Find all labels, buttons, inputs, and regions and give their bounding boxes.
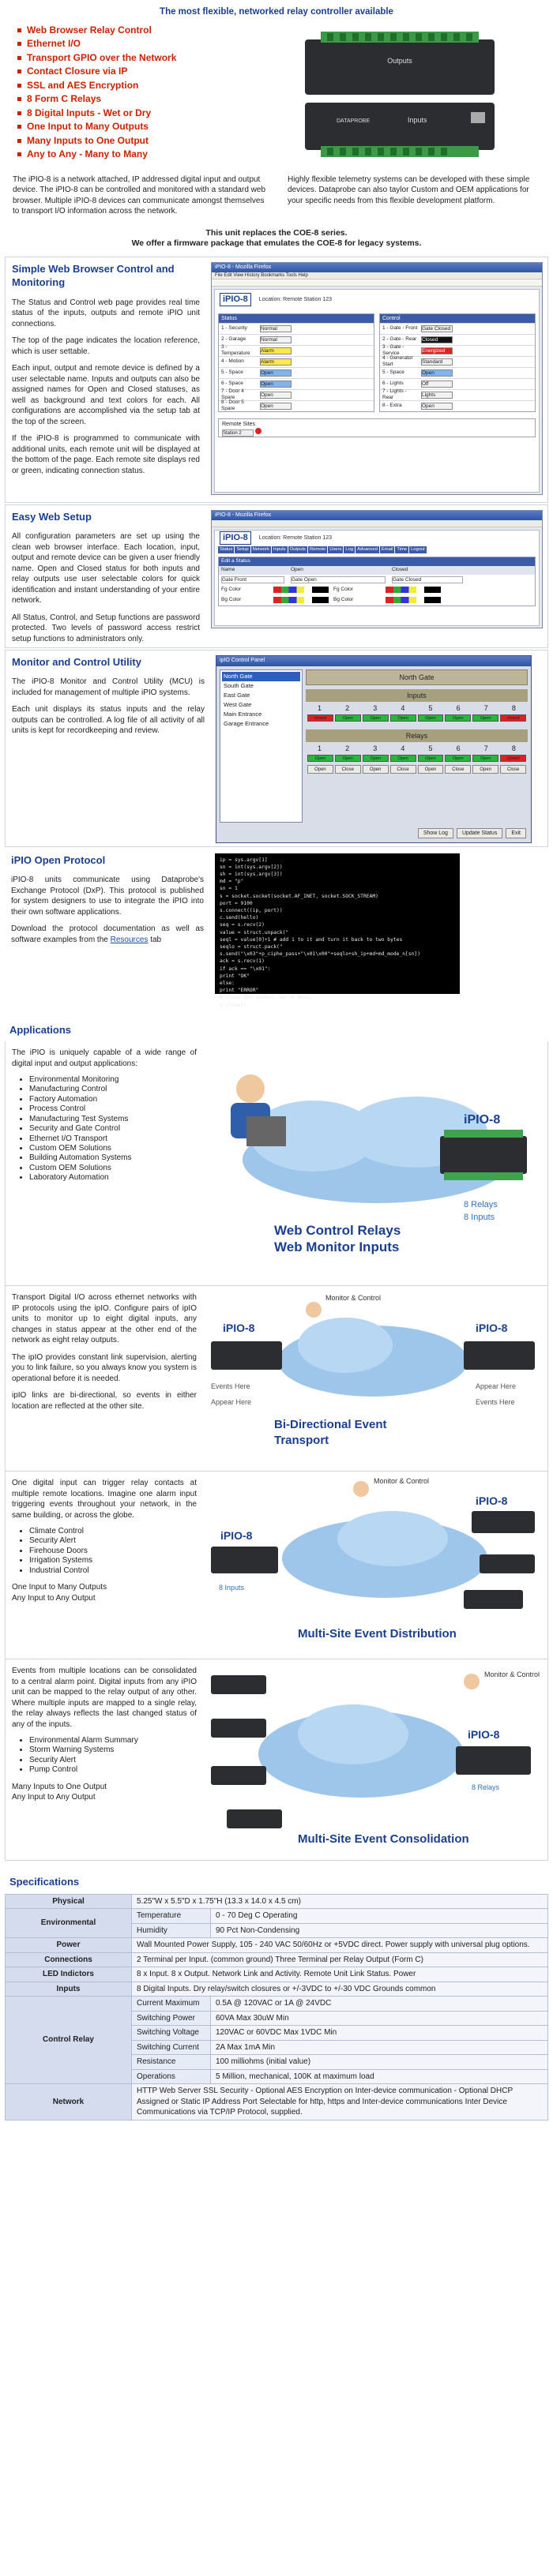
table-row: Network HTTP Web Server SSL Security - Optional AES Encryption on Inter-device communication - Optional DHCP Assigned or Static IP Address Port Selectable for http, https and Inter-device communications Inter Device Communications via TCP/IP Protocol, supplied. [6,2084,548,2120]
application-web-control [5,1041,548,1286]
table-row: Power Wall Mounted Power Supply, 105 - 240 VAC 50/60Hz or +5VDC direct. Power supply with universal plug options. [6,1938,548,1953]
tab-advanced[interactable]: Advanced [356,546,379,554]
code-line: ip = sys.argv[1] [220,857,268,863]
tagline: Any Input to Any Output [12,1793,96,1802]
relay-open-button[interactable]: Open [472,765,498,774]
code-line: s.send("\x03"+p_ciphe_pass+"\x01\x00"+seqlo+sh_ip+md+md_mode_n[sn]) [220,951,421,958]
list-item: • Manufacturing Control [29,1085,197,1094]
list-item: • Manufacturing Test Systems [29,1115,197,1124]
table-row: Switching Voltage 120VAC or 60VDC Max 1VDC Min [6,2026,548,2041]
location-label: Location: Remote Station 123 [258,296,333,302]
table-header: Status [219,314,374,323]
relays-label: 8 Relays [472,1783,500,1792]
relay-open-button[interactable]: Open [363,765,389,774]
menu-bar: File Edit View History Bookmarks Tools Help [212,272,542,279]
list-item: • Security Alert [29,1756,197,1765]
caption: Multi-Site Event Distribution [298,1627,457,1641]
window-title: ipIO Control Panel [216,656,531,666]
device-label: iPIO-8 [476,1322,508,1335]
input-number: 8 [511,703,516,712]
fg-color-label: Fg Color [333,586,353,592]
relay-state: closed [500,755,526,762]
input-state: Open [335,714,361,722]
device-photo [289,24,548,170]
table-row: 8 - Door 5 Spare Open [219,400,374,411]
relay-state: Open [363,755,389,762]
input-number: 2 [345,703,350,712]
paragraph: The iPIO is uniquely capable of a wide range of digital input and output applications: [12,1048,197,1068]
site-list [220,669,303,823]
setup-screenshot [211,510,543,628]
table-row[interactable]: 8 - Extra Open [380,400,535,411]
specifications-table [5,1894,548,2120]
feature-item: Transport GPIO over the Network [27,51,289,66]
list-item[interactable]: East Gate [224,691,250,699]
table-row: Switching Power 60VA Max 30uW Min [6,2011,548,2026]
device-icon [227,1809,282,1828]
input-number: 4 [401,703,405,712]
table-row: Physical 5.25"W x 5.5"D x 1.75"H (13.3 x 14.0 x 4.5 cm) [6,1894,548,1909]
monitor-label: Monitor & Control [374,1477,430,1486]
list-item[interactable]: North Gate [222,672,300,681]
paragraph: Download the protocol documentation as well as software examples from the Resources tab [11,924,204,944]
feature-item: Any to Any - Many to Many [27,148,289,162]
section-title: Monitor and Control Utility [12,655,141,668]
feature-item: Many Inputs to One Output [27,134,289,148]
paragraph: The top of the page indicates the location reference, which is user settable. [12,336,200,356]
fg-color-label: Fg Color [221,586,241,592]
feature-item: Contact Closure via IP [27,65,289,79]
relay-number: 2 [345,744,350,753]
mcu-screenshot [216,655,532,843]
remote-status-icon [255,428,261,434]
bg-color-swatches[interactable] [386,597,441,603]
replace-line: This unit replaces the COE-8 series. [205,227,348,238]
intro [5,170,548,225]
device-label: iPIO-8 [476,1494,508,1508]
section-web-control [5,257,548,503]
input-state: Open [472,714,498,722]
tab-log[interactable]: Log [344,546,355,554]
tab-outputs[interactable]: Outputs [288,546,307,554]
events-label: Events Here [211,1382,250,1391]
device-outputs-label: Outputs [387,56,412,65]
remote-sites-header: Remote Sites [222,421,256,427]
code-line: port = 9100 [220,900,253,906]
list-item: • Ethernet I/O Transport [29,1134,197,1144]
replace-note [5,225,548,255]
code-line: s = socket.socket(socket.AF_INET, socket.SOCK_STREAM) [220,893,378,899]
feature-item: SSL and AES Encryption [27,79,289,93]
input-number: 3 [373,703,378,712]
input-state: Open [363,714,389,722]
section-protocol [5,849,548,1011]
feature-item: Web Browser Relay Control [27,24,289,38]
input-number: 7 [483,703,488,712]
device-icon [472,1511,535,1533]
relay-state: Open [445,755,471,762]
applications-title: Applications [9,1023,72,1036]
relay-number: 4 [401,744,405,753]
intro-right: Highly flexible telemetry systems can be developed with these simple devices. Dataprobe can also taylor Custom and OEM applications for your specific needs from this flexible development platform. [288,174,530,205]
device-label: iPIO-8 [468,1728,500,1742]
caption-line: Bi-Directional Event [274,1418,387,1432]
events-label: Events Here [476,1398,515,1407]
tab-time[interactable]: Time [395,546,408,554]
paragraph: Transport Digital I/O across ethernet networks with IP protocols using the ipIO. Configure pairs of ipIO units to monitor up to eight digital inputs, any changes in status appear at the other end of the network as eight relay outputs. [12,1293,197,1345]
tab-users[interactable]: Users [328,546,343,554]
user-icon [353,1481,369,1497]
device-icon [211,1766,266,1785]
name-input[interactable]: Gate Front [221,576,284,583]
device-inputs-label: Inputs [408,115,427,124]
relay-number: 1 [318,744,322,753]
tab-status[interactable]: Status [218,546,234,554]
user-icon [236,1074,265,1103]
list-item: • Irrigation Systems [29,1556,197,1565]
device-icon [440,1136,527,1174]
input-state: closed [500,714,526,722]
bg-color-label: Bg Color [333,596,354,602]
table-row: Resistance 100 milliohms (initial value) [6,2055,548,2070]
section-mcu [5,650,548,847]
table-row: Environmental Temperature 0 - 70 Deg C Operating [6,1909,548,1924]
show-log-button[interactable]: Show Log [418,828,453,838]
table-row: 6 - Space Open [219,378,374,389]
paragraph: Each input, output and remote device is defined by a user selectable name. Inputs and outputs can also be assigned names for Open and Closed statuses, as well as background and text colors for each. All configurations are accomplished via the setup tab at the top of the screen. [12,364,200,426]
update-status-button[interactable]: Update Status [457,828,502,838]
tagline: Any Input to Any Output [12,1593,96,1603]
headline-relays: Web Control Relays [274,1223,401,1239]
color-row [219,595,535,606]
relay-state: Open [390,755,416,762]
status-control-screenshot [211,262,543,495]
web-control-illustration [203,1041,543,1278]
application-distribution [5,1472,548,1659]
list-item: • Storm Warning Systems [29,1745,197,1755]
paragraph: Events from multiple locations can be consolidated to a central alarm point. Digital inputs from any iPIO unit can be mapped to the relay output of any other. Where multiple inputs are mapped to a single relay, the relay always reflects the last changed status of any of the inputs. [12,1667,197,1729]
code-line: print "ERROR" [220,988,259,994]
code-line: sn = int(sys.argv[2]) [220,864,283,870]
list-item: • Factory Automation [29,1095,197,1104]
table-row: 5 - Space Open [219,367,374,378]
relays-header: Relays [306,729,528,742]
column-header: Name [221,567,235,573]
device-brand: DATAPROBE [337,118,371,124]
specifications-title: Specifications [9,1876,80,1888]
top-row [5,24,548,170]
code-line: sh = int(sys.argv[3]) [220,871,283,877]
list-item: • Security Alert [29,1536,197,1546]
list-item[interactable]: South Gate [224,681,254,689]
relays-label: 8 Relays [464,1200,498,1210]
relay-number: 3 [373,744,378,753]
relay-close-button[interactable]: Close [335,765,361,774]
tab-setup[interactable]: Setup [235,546,250,554]
list-item: • Environmental Monitoring [29,1075,197,1085]
events-label: Appear Here [476,1382,517,1391]
device-icon [211,1675,266,1694]
device-icon [211,1547,278,1573]
panel-header: Edit a Status [219,557,535,566]
tab-inputs[interactable]: Inputs [272,546,288,554]
column-header: Closed [392,567,408,573]
code-line: value = struct.unpack(" [220,929,289,936]
device-icon [211,1719,266,1738]
consolidation-illustration [203,1659,543,1855]
paragraph: The Status and Control web page provides real time status of the inputs, outputs and remote iPIO unit connections. [12,298,200,328]
intro-left: The iPIO-8 is a network attached, IP addressed digital input and output device. The iPIO-8 can be controlled and monitored with a standard web browser. Multiple iPIO-8 devices can communicate amongst themselves to transport I/O information across the network. [13,174,265,216]
table-row: Operations 5 Million, mechanical, 100K at maximum load [6,2069,548,2084]
code-line: s.close() [220,1002,247,1008]
section-title: iPIO Open Protocol [11,853,106,866]
replace-line: We offer a firmware package that emulates the COE-8 for legacy systems. [131,238,422,248]
relay-state: Open [418,755,444,762]
table-row: Inputs 8 Digital Inputs. Dry relay/switch closures or +/-3VDC to +/-30 VDC Grounds common [6,1982,548,1997]
table-row: Switching Current 2A Max 1mA Min [6,2040,548,2055]
code-line: # close the socket, we're done. [220,995,313,1001]
list-item: • Industrial Control [29,1566,197,1576]
table-row[interactable]: 4 - Generator Start Standard [380,356,535,367]
remote-sites-panel [218,418,536,437]
code-line: else: [220,980,235,986]
selected-site-title: North Gate [306,669,528,685]
input-number: 1 [318,703,322,712]
color-row [219,585,535,595]
device-icon [464,1590,523,1609]
bg-color-label: Bg Color [221,596,242,602]
code-line: s.connect((ip, port)) [220,907,283,913]
relay-number: 5 [428,744,433,753]
relay-close-button[interactable]: Close [390,765,416,774]
ipio-logo: iPIO-8 [220,531,251,545]
list-item: • Process Control [29,1104,197,1114]
section-title: Easy Web Setup [12,510,92,523]
ipio-logo: iPIO-8 [220,293,251,306]
device-label: iPIO-8 [223,1322,255,1335]
list-item: • Custom OEM Solutions [29,1164,197,1173]
tagline: One Input to Many Outputs [12,1583,107,1592]
inputs-label: 8 Inputs [219,1584,245,1592]
code-line: md = "p" [220,879,244,885]
user-icon [464,1674,480,1689]
table-row[interactable]: 5 - Space Open [380,367,535,378]
table-row[interactable]: 2 - Gate - Rear Closed [380,334,535,345]
input-number: 5 [428,703,433,712]
paragraph: If the iPIO-8 is programmed to communicate with additional units, each remote unit will be displayed at the bottom of the page. Each remote site displays red or green, indicating connection status. [12,434,200,475]
monitor-label: Monitor & Control [325,1294,382,1303]
table-row [219,575,535,585]
application-list [29,1075,197,1183]
table-header: Control [380,314,535,323]
code-line: seql = value[0]+1 # add 1 to it and turn it back to two bytes [220,936,403,943]
caption-line: Transport [274,1434,329,1448]
application-list [29,1736,197,1775]
code-line: if ack == "\x01": [220,966,271,972]
location-label: Location: Remote Station 123 [258,534,333,541]
remote-site-button[interactable]: Station 2 [222,429,254,437]
resources-link[interactable]: Resources [110,935,149,944]
relay-close-button[interactable]: Close [500,765,526,774]
code-line: c.send(hello) [220,915,259,921]
table-row: LED Indictors 8 x Input. 8 x Output. Network Link and Activity. Remote Unit Link Status. Power [6,1967,548,1982]
table-row[interactable]: 3 - Gate - Service Energized [380,345,535,356]
list-item: • Security and Gate Control [29,1124,197,1134]
relay-close-button[interactable]: Close [445,765,471,774]
feature-item: Ethernet I/O [27,37,289,51]
tab-remote[interactable]: Remote [308,546,327,554]
list-item: • Climate Control [29,1527,197,1536]
paragraph: One digital input can trigger relay contacts at multiple remote locations. Imagine one alarm input triggering events throughout your network, in the same building, or across the globe. [12,1479,197,1520]
code-line: print "OK" [220,973,250,979]
input-state: Open [390,714,416,722]
code-line: seq = s.recv(2) [220,922,265,928]
monitor-label: Monitor & Control [484,1670,540,1679]
paragraph: All Status, Control, and Setup functions are password protected. Two levels of password access restrict setup functions to administrators only. [12,613,200,643]
events-label: Appear Here [211,1398,252,1407]
application-bidirectional [5,1286,548,1472]
input-state: closed [307,714,333,722]
table-row[interactable]: 6 - Lights Off [380,378,535,389]
table-row: 3 - Temperature Alarm [219,345,374,356]
device-label: iPIO-8 [464,1113,501,1127]
device-icon [480,1554,535,1573]
relay-number: 8 [511,744,516,753]
list-item: • Firehouse Doors [29,1547,197,1556]
paragraph: iPIO-8 units communicate using Dataprobe's Exchange Protocol (DxP). This protocol is published for system designers to use to integrate the iPIO into their own software applications. [11,876,204,917]
status-table [218,313,374,412]
feature-item: One Input to Many Outputs [27,120,289,134]
bidirectional-illustration [203,1286,543,1464]
table-row: Humidity 90 Pct Non-Condensing [6,1923,548,1938]
device-icon [464,1341,535,1370]
open-name-input[interactable]: Gate Open [291,576,386,583]
relay-state: Open [335,755,361,762]
list-item: • Laboratory Automation [29,1173,197,1183]
list-item: • Building Automation Systems [29,1153,197,1163]
inputs-label: 8 Inputs [464,1213,495,1223]
paragraph: The iPIO-8 Monitor and Control Utility (MCU) is included for management of multiple iPIO systems. [12,677,205,697]
code-line: ack = s.recv(1) [220,958,265,965]
device-icon [456,1746,531,1775]
tab-network[interactable]: Network [251,546,271,554]
column-header: Open [291,567,303,573]
closed-name-input[interactable]: Gate Closed [392,576,463,583]
relay-number: 7 [483,744,488,753]
feature-list [5,24,289,170]
input-state: Open [445,714,471,722]
list-item: • Custom OEM Solutions [29,1144,197,1153]
relay-open-button[interactable]: Open [418,765,444,774]
relay-open-button[interactable]: Open [307,765,333,774]
code-line: sn = 1 [220,886,238,892]
table-row[interactable]: 1 - Gate - Front Gate Closed [380,323,535,334]
fg-color-swatches[interactable] [273,587,329,593]
device-label: iPIO-8 [220,1529,253,1543]
list-item[interactable]: Main Entrance [224,711,262,718]
tab-logout[interactable]: Logout [409,546,427,554]
inputs-header: Inputs [306,689,528,702]
table-row: 7 - Door 4 Spare Open [219,389,374,400]
table-row: Control Relay Current Maximum 0.5A @ 120VAC or 1A @ 24VDC [6,1997,548,2012]
bg-color-swatches[interactable] [273,597,329,603]
input-number: 6 [456,703,461,712]
list-item: • Environmental Alarm Summary [29,1736,197,1745]
table-row: Connections 2 Terminal per Input. (common ground) Three Terminal per Relay Output (Form C) [6,1952,548,1967]
device-illustration [289,24,542,166]
list-item: • Pump Control [29,1765,197,1775]
list-item[interactable]: West Gate [224,700,252,708]
device-icon [211,1341,282,1370]
section-title: Simple Web Browser Control and Monitoring [12,262,175,289]
relay-state: Open [307,755,333,762]
setup-tabs [215,546,539,554]
tagline: Many Inputs to One Output [12,1782,107,1791]
table-row: 2 - Garage Normal [219,334,374,345]
relay-number: 6 [456,744,461,753]
control-table [379,313,536,412]
table-row: 4 - Motion Alarm [219,356,374,367]
paragraph: Each unit displays its status inputs and the relay outputs can be controlled. A log file of all activity of all units is kept for recordkeeping and review. [12,705,205,736]
user-icon [306,1302,322,1318]
paragraph: All configuration parameters are set up using the clean web browser interface. Each location, input, output and remote device can be given a user friendly name. Open and Closed status for both inputs and relay outputs use user selectable colors for quick identification and instant understanding of your entire network. [12,532,200,606]
list-item[interactable]: Garage Entrance [224,720,269,728]
application-list [29,1527,197,1576]
relay-state: Open [472,755,498,762]
distribution-illustration [203,1472,543,1653]
feature-item: 8 Form C Relays [27,92,289,107]
paragraph: ipIO links are bi-directional, so events in either location are reflected at the other site. [12,1391,197,1411]
fg-color-swatches[interactable] [386,587,441,593]
headline-inputs: Web Monitor Inputs [274,1239,400,1255]
exit-button[interactable]: Exit [506,828,526,838]
edit-status-panel [218,557,536,606]
table-row: 1 - Security Normal [219,323,374,334]
tab-email[interactable]: Email [380,546,395,554]
paragraph: The ipIO provides constant link supervision, alerting you to link failure, so you always know you system is operational before it is needed. [12,1352,197,1383]
application-consolidation [5,1659,548,1861]
window-title: iPIO-8 - Mozilla Firefox [212,511,542,520]
feature-item: 8 Digital Inputs - Wet or Dry [27,107,289,121]
address-bar [212,279,542,287]
window-title: iPIO-8 - Mozilla Firefox [212,263,542,272]
caption: Multi-Site Event Consolidation [298,1832,469,1847]
headline: The most flexible, networked relay controller available [160,7,393,17]
section-easy-setup [5,504,548,648]
computer-icon [246,1116,286,1146]
code-sample [215,853,460,1008]
code-line: seqlo = struct.pack(" [220,943,283,950]
input-state: Open [418,714,444,722]
table-row[interactable]: 7 - Lights - Rear Lights [380,389,535,400]
